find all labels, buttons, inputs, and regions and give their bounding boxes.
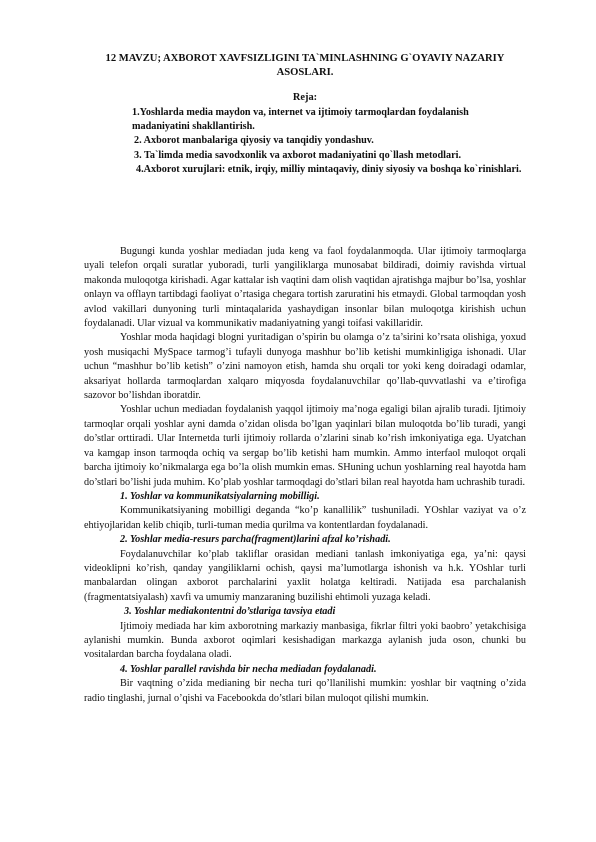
body-paragraph: Kommunikatsiyaning mobilligi deganda “ko’p kanallilik” tushuniladi. YOshlar vaziyat va o’z ehtiyojlaridan kelib chiqib, turli-tuman media qurilma va kontentlardan foydalanadi. [84, 505, 526, 531]
plan-item: 3. Ta`limda media savodxonlik va axborot madaniyatini qo`llash metodlari. [134, 149, 461, 161]
body-paragraph: Bugungi kunda yoshlar mediadan juda keng va faol foydalanmoqda. Ular ijtimoiy tarmoqlarga uyali telefon orqali suratlar yuboradi, turli yangiliklarga munosabat bildiradi, doimiy ravishda virtual makonda muloqotga kirishadi. Agar kattalar ish vaqtini dam olish vaqtidan ajratishga majbur bo’lsa, yoshlar onlayn va offlayn tartibdagi faoliyat o’rtasiga chegara tortish zaruratini his etmaydi. Global tarmoqdan yosh avlod vakillari dunyoning turli mintaqalarida yashaydigan insonlar bilan muloqotga kirishish uchun foydalanadi. Ular vizual va kommunikativ madaniyatning yangi toifasi vakillaridir. [84, 246, 526, 330]
body-paragraph: Yoshlar uchun mediadan foydalanish yaqqol ijtimoiy ma’noga egaligi bilan ajralib turadi. Ijtimoiy tarmoqlar orqali yoshlar ayni damda o’zidan olisda bo’lgan yaqinlari bilan muloqotda bo’lib turadi, yangi do’stlar orttiradi. Ular Internetda turli ijtimoiy rollarda o’zlarini sinab ko’rish imkoniyatiga ega. Uyatchan va kamgap inson tarmoqda ochiq va sergap bo’lib ketishi ham mumkin. Ammo interfaol muloqot orqali barcha ijtimoiy ko’nikmalarga ega bo’la olish mumkin emas. SHuning uchun yoshlarning real hayotda ham do’stlari bo’lishi juda muhim. Ko’plab yoshlar tarmoqdagi do’stlari bilan real hayotda ham uchrashib turadi. [84, 404, 526, 488]
body-paragraph: Ijtimoiy mediada har kim axborotning markaziy manbasiga, fikrlar filtri yoki baobro’ yetakchisiga aylanishi mumkin. Bunda axborot oqimlari kesishadigan markazga aylanish juda oson, chunki bu vositalardan barcha foydalana oladi. [84, 620, 526, 661]
plan-item: 1.Yoshlarda media maydon va, internet va ijtimoiy tarmoqlardan foydalanish madaniyatini shakllantirish. [132, 107, 469, 133]
plan-item: 2. Axborot manbalariga qiyosiy va tanqidiy yondashuv. [134, 135, 374, 147]
plan-item: 4.Axborot xurujlari: etnik, irqiy, milliy mintaqaviy, diniy siyosiy va boshqa ko`rinishlari. [136, 163, 522, 175]
plan-list [84, 106, 524, 177]
body-paragraph: Yoshlar moda haqidagi blogni yuritadigan o’spirin bu olamga o’z ta’sirini ko’rsata olishiga, yoxud yosh musiqachi MySpace tarmog’i tufayli dunyoga mashhur bo’lib ketishi mumkinligiga ishonadi. Ular uchun “mashhur bo’lib ketish” o’zini namoyon etish, hamda shu orqali tor yoki keng doiradagi odamlar, aksariyat hollarda tarmoqlardan xalqaro miqyosda foydalanuvchilar qo’llab-quvvatlashi va e’tirofiga sazovor bo’lishdan iboratdir. [84, 332, 526, 402]
body-paragraph: Foydalanuvchilar ko’plab takliflar orasidan mediani tanlash imkoniyatiga ega, ya’ni: qaysi videoklipni ko’rish, qanday yangiliklarni ochish, qaysi ma’lumotlarga ishonish va h.k. YOshlar turli manbalardan olingan axborot parchalarini yaxlit holatga keltiradi. Natijada esa parchalanish (fragmentatsiyalash) xavfi va umumiy manzaraning buzilishi ehtimoli yuzaga keladi. [84, 548, 526, 603]
section-heading: 4. Yoshlar parallel ravishda bir necha mediadan foydalanadi. [120, 663, 377, 675]
body-paragraph: Bir vaqtning o’zida medianing bir necha turi qo’llanilishi mumkin: yoshlar bir vaqtning o’zida radio tinglashi, jurnal o’qishi va Facebookda do’stlari bilan muloqot qilishi mumkin. [84, 678, 526, 704]
section-heading: 1. Yoshlar va kommunikatsiyalarning mobilligi. [120, 490, 320, 502]
section-heading: 3. Yoshlar mediakontentni do’stlariga tavsiya etadi [124, 606, 336, 618]
document-body [84, 245, 526, 706]
plan-heading: Reja: [292, 92, 318, 103]
document-title: 12 MAVZU; AXBOROT XAVFSIZLIGINI TA`MINLASHNING G`OYAVIY NAZARIY ASOSLARI. [105, 53, 505, 78]
section-heading: 2. Yoshlar media-resurs parcha(fragment)larini afzal ko’rishadi. [120, 534, 391, 546]
